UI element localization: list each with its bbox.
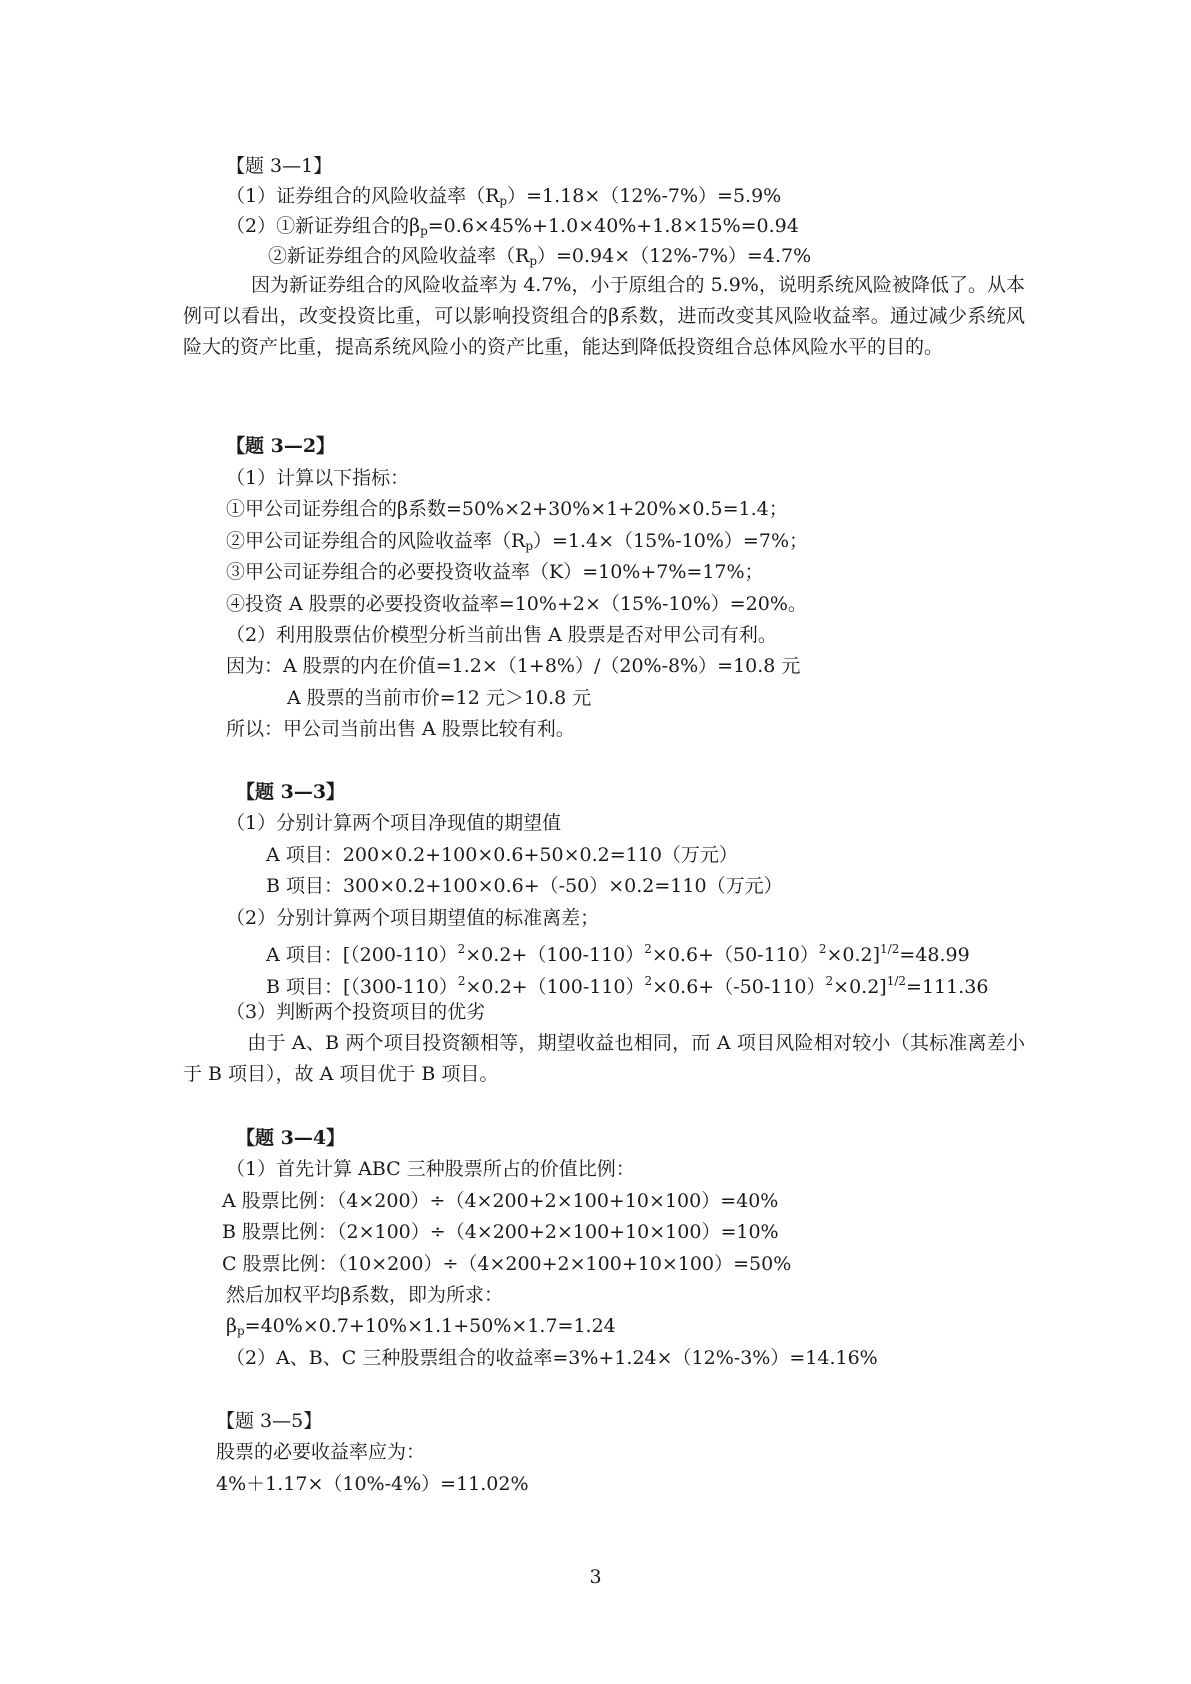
text-line: A 股票的当前市价=12 元＞10.8 元 [287, 687, 592, 709]
text-line: 4%＋1.17×（10%-4%）=11.02% [216, 1473, 529, 1495]
text-line: ②新证券组合的风险收益率$(R_p)=0.94\times(12\%-7\%)=4.7\%$ [268, 245, 812, 268]
text-line: （2）①新证券组合的$\beta_p=0.6\times 45\%+1.0\times 40\%+1.8\times 15\%=0.94$ [226, 215, 799, 238]
section-heading-3-1: 【题 3—1】 [226, 155, 333, 177]
text-line: A 股票比例：（4×200）÷（4×200+2×100+10×100）=40% [222, 1190, 779, 1212]
text-line: （3）判断两个投资项目的优劣 [226, 1001, 486, 1023]
text-line: （2）A、B、C 三种股票组合的收益率=3%+1.24×（12%-3%）=14.16% [226, 1347, 878, 1369]
text-line: （1）分别计算两个项目净现值的期望值 [226, 812, 562, 834]
text-line: ②甲公司证券组合的风险收益率$(R_p)=1.4\times(15\%-10\%)=7\%$； [226, 530, 808, 553]
text-line: （1）计算以下指标： [226, 467, 410, 489]
section-heading-3-5: 【题 3—5】 [216, 1410, 323, 1432]
text-line: B 项目：300×0.2+100×0.6+（-50）×0.2=110（万元） [266, 875, 783, 897]
text-line: （2）利用股票估价模型分析当前出售 A 股票是否对甲公司有利。 [226, 624, 777, 646]
paragraph: 因为新证券组合的风险收益率为 4.7%，小于原组合的 5.9%，说明系统风险被降低了。从本例可以看出，改变投资比重，可以影响投资组合的β系数，进而改变其风险收益率。通过减少系统风险大的资产比重，提高系统风险小的资产比重，能达到降低投资组合总体风险水平的目的。 [183, 274, 1025, 358]
section-heading-3-2: 【题 3—2】 [226, 435, 336, 457]
text-line: C 股票比例：（10×200）÷（4×200+2×100+10×100）=50% [222, 1253, 792, 1275]
section-heading-3-3: 【题 3—3】 [236, 781, 346, 803]
page-number: 3 [589, 1566, 602, 1588]
text-line: $\beta_p=40\%\times 0.7+10\%\times 1.1+50\%\times 1.7=1.24$ [226, 1315, 616, 1338]
text-line: ③甲公司证券组合的必要投资收益率（K）=10%+7%=17%； [226, 561, 764, 583]
text-line: 然后加权平均β系数，即为所求： [226, 1284, 503, 1306]
text-line: B 股票比例：（2×100）÷（4×200+2×100+10×100）=10% [222, 1221, 779, 1243]
text-line: 因为：A 股票的内在价值=1.2×（1+8%）/（20%-8%）=10.8 元 [226, 655, 801, 677]
formula-line: B 项目：$[(300-110)^2\times 0.2+(100-110)^2\times 0.6+(-50-110)^2\times 0.2]^{1/2}=111.36$ [266, 974, 989, 998]
text-line: ①甲公司证券组合的β系数=50%×2+30%×1+20%×0.5=1.4； [226, 498, 788, 520]
text-line: （1）首先计算 ABC 三种股票所占的价值比例： [226, 1158, 635, 1180]
formula-line: A 项目：$[(200-110)^2\times 0.2+(100-110)^2\times 0.6+(50-110)^2\times 0.2]^{1/2}=48.99$ [266, 942, 970, 966]
text-line: A 项目：200×0.2+100×0.6+50×0.2=110（万元） [266, 844, 738, 866]
paragraph: 由于 A、B 两个项目投资额相等，期望收益也相同，而 A 项目风险相对较小（其标准离差小于 B 项目），故 A 项目优于 B 项目。 [183, 1032, 1025, 1085]
text-line: ④投资 A 股票的必要投资收益率=10%+2×（15%-10%）=20%。 [226, 593, 807, 615]
text-line: （1）证券组合的风险收益率$(R_p)=1.18\times(12\%-7\%)=5.9\%$ [226, 185, 782, 208]
text-line: （2）分别计算两个项目期望值的标准离差； [226, 907, 600, 929]
text-line: 股票的必要收益率应为： [216, 1441, 426, 1463]
section-heading-3-4: 【题 3—4】 [236, 1127, 346, 1149]
text-line: 所以：甲公司当前出售 A 股票比较有利。 [226, 718, 575, 740]
